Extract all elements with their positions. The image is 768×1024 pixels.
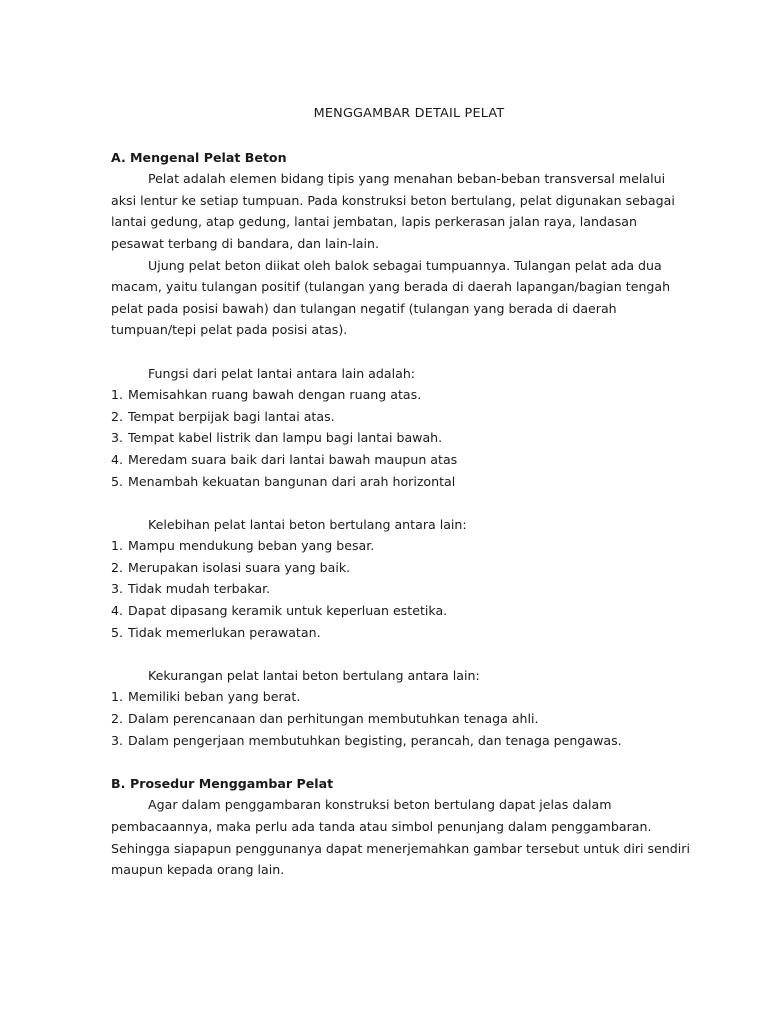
list-item: 4. Dapat dipasang keramik untuk keperluan estetika. xyxy=(111,603,448,619)
section-b-letter: B. xyxy=(111,775,126,791)
section-a-heading xyxy=(111,147,691,169)
list-item: 2. Merupakan isolasi suara yang baik. xyxy=(111,559,351,575)
list-item: 3. Tidak mudah terbakar. xyxy=(111,581,271,597)
list-intro-kekurangan: Kekurangan pelat lantai beton bertulang antara lain: xyxy=(148,667,480,683)
paragraph-pelat-definition: Pelat adalah elemen bidang tipis yang menahan beban-beban transversal melalui aksi lentur ke setiap tumpuan. Pada konstruksi beton bertulang, pelat digunakan sebagai lantai gedung, atap gedung, lantai jembatan, lapis perkerasan jalan raya, landasan pesawat terbang di bandara, dan lain-lain. xyxy=(111,171,675,251)
spacer xyxy=(111,643,691,665)
paragraph-tulangan: Ujung pelat beton diikat oleh balok sebagai tumpuannya. Tulangan pelat ada dua macam, yaitu tulangan positif (tulangan yang berada di daerah lapangan/bagian tengah pelat pada posisi bawah) dan tulangan negatif (tulangan yang berada di daerah tumpuan/tepi pelat pada posisi atas). xyxy=(111,257,671,338)
section-b-title: Prosedur Menggambar Pelat xyxy=(130,775,334,791)
list-intro-fungsi: Fungsi dari pelat lantai antara lain adalah: xyxy=(148,365,416,381)
spacer xyxy=(111,341,691,363)
spacer xyxy=(111,751,691,773)
document-page xyxy=(111,103,691,881)
list-item: 2. Tempat berpijak bagi lantai atas. xyxy=(111,408,335,424)
list-fungsi xyxy=(111,384,691,492)
list-kekurangan xyxy=(111,686,691,751)
list-item: 4. Meredam suara baik dari lantai bawah maupun atas xyxy=(111,451,458,467)
paragraph-prosedur: Agar dalam penggambaran konstruksi beton bertulang dapat jelas dalam pembacaannya, maka perlu ada tanda atau simbol penunjang dalam penggambaran. Sehingga siapapun penggunanya dapat menerjemahkan gambar tersebut untuk diri sendiri maupun kepada orang lain. xyxy=(111,797,690,878)
list-item: 2. Dalam perencanaan dan perhitungan membutuhkan tenaga ahli. xyxy=(111,711,539,727)
spacer xyxy=(111,492,691,514)
document-title: MENGGAMBAR DETAIL PELAT xyxy=(313,106,505,121)
list-intro-kelebihan: Kelebihan pelat lantai beton bertulang antara lain: xyxy=(148,516,467,532)
list-kelebihan xyxy=(111,535,691,643)
list-item: 5. Menambah kekuatan bangunan dari arah horizontal xyxy=(111,473,456,489)
list-item: 1. Memisahkan ruang bawah dengan ruang atas. xyxy=(111,387,422,403)
list-item: 3. Tempat kabel listrik dan lampu bagi lantai bawah. xyxy=(111,430,443,446)
list-item: 5. Tidak memerlukan perawatan. xyxy=(111,624,321,640)
list-item: 1. Mampu mendukung beban yang besar. xyxy=(111,538,375,554)
list-item: 1. Memiliki beban yang berat. xyxy=(111,689,301,705)
list-item: 3. Dalam pengerjaan membutuhkan begisting, perancah, dan tenaga pengawas. xyxy=(111,732,622,748)
section-b-heading xyxy=(111,773,691,795)
section-a-title: Mengenal Pelat Beton xyxy=(130,149,287,165)
section-a-letter: A. xyxy=(111,149,126,165)
